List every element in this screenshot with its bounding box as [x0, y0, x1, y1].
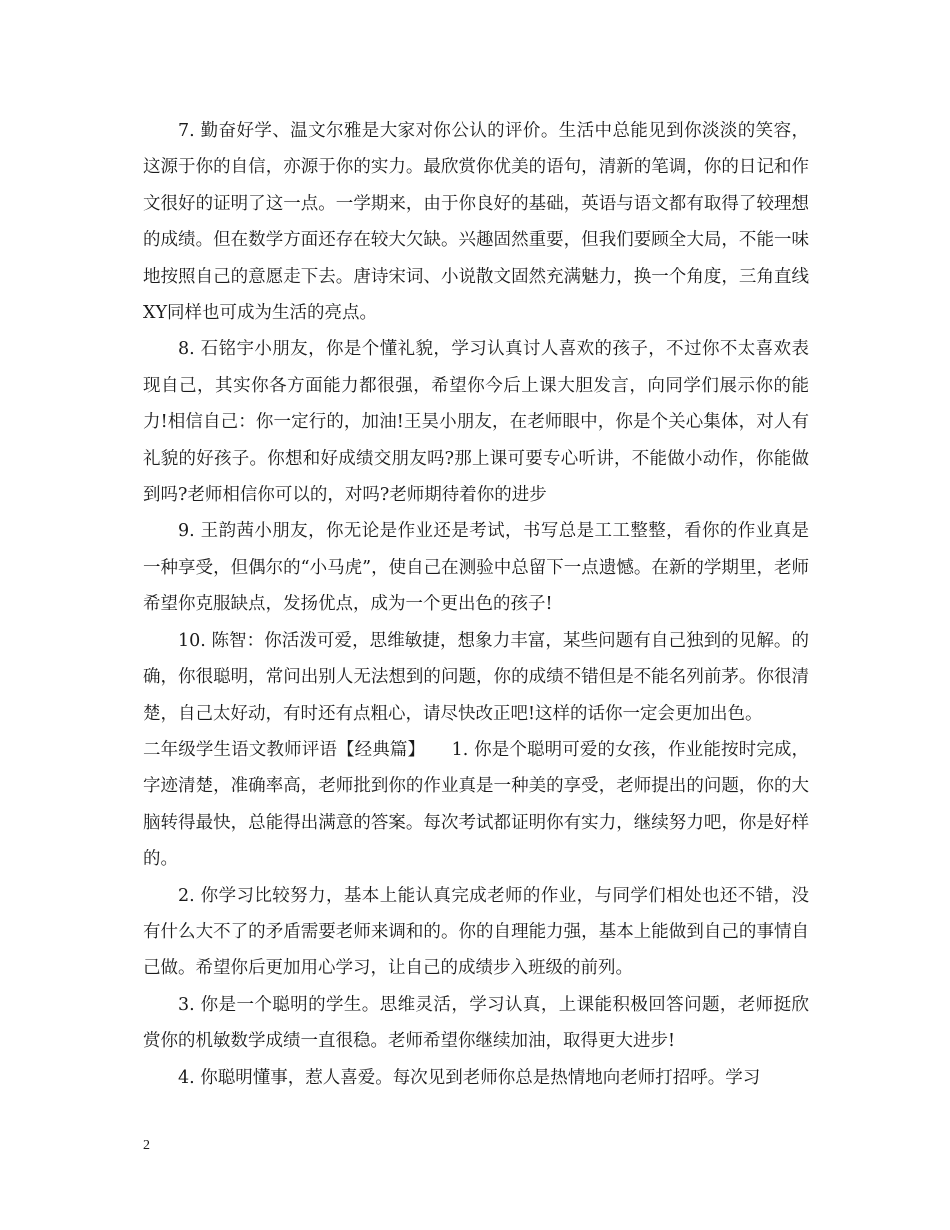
section-heading-paragraph-1: 二年级学生语文教师评语【经典篇】 1. 你是个聪明可爱的女孩，作业能按时完成，字迹清楚，准确率高，老师批到你的作业真是一种美的享受，老师提出的问题，你的大脑转得最快，总能得出满意的答案。每次考试都证明你有实力，继续努力吧，你是好样的。	[143, 739, 809, 870]
document-body	[143, 113, 809, 1096]
paragraph-3: 3. 你是一个聪明的学生。思维灵活，学习认真，上课能积极回答问题，老师挺欣赏你的机敏数学成绩一直很稳。老师希望你继续加油，取得更大进步!	[143, 994, 809, 1052]
paragraph-10: 10. 陈智：你活泼可爱，思维敏捷，想象力丰富，某些问题有自己独到的见解。的确，你很聪明，常问出别人无法想到的问题，你的成绩不错但是不能名列前茅。你很清楚，自己太好动，有时还有点粗心，请尽快改正吧!这样的话你一定会更加出色。	[143, 630, 809, 724]
paragraph-9: 9. 王韵茜小朋友，你无论是作业还是考试，书写总是工工整整，看你的作业真是一种享受，但偶尔的“小马虎”，使自己在测验中总留下一点遗憾。在新的学期里，老师希望你克服缺点，发扬优点，成为一个更出色的孩子!	[143, 521, 809, 615]
page-number: 2	[143, 1138, 150, 1153]
paragraph-8: 8. 石铭宇小朋友，你是个懂礼貌，学习认真讨人喜欢的孩子，不过你不太喜欢表现自己，其实你各方面能力都很强，希望你今后上课大胆发言，向同学们展示你的能力!相信自己：你一定行的，加油!王昊小朋友，在老师眼中，你是个关心集体，对人有礼貌的好孩子。你想和好成绩交朋友吗?那上课可要专心听讲，不能做小动作，你能做到吗?老师相信你可以的，对吗?老师期待着你的进步	[143, 339, 809, 506]
paragraph-4: 4. 你聪明懂事，惹人喜爱。每次见到老师你总是热情地向老师打招呼。学习	[178, 1067, 761, 1088]
paragraph-2: 2. 你学习比较努力，基本上能认真完成老师的作业，与同学们相处也还不错，没有什么大不了的矛盾需要老师来调和的。你的自理能力强，基本上能做到自己的事情自己做。希望你后更加用心学习，让自己的成绩步入班级的前列。	[143, 885, 809, 979]
paragraph-7: 7. 勤奋好学、温文尔雅是大家对你公认的评价。生活中总能见到你淡淡的笑容，这源于你的自信，亦源于你的实力。最欣赏你优美的语句，清新的笔调，你的日记和作文很好的证明了这一点。一学期来，由于你良好的基础，英语与语文都有取得了较理想的成绩。但在数学方面还存在较大欠缺。兴趣固然重要，但我们要顾全大局，不能一味地按照自己的意愿走下去。唐诗宋词、小说散文固然充满魅力，换一个角度，三角直线XY同样也可成为生活的亮点。	[143, 121, 809, 324]
